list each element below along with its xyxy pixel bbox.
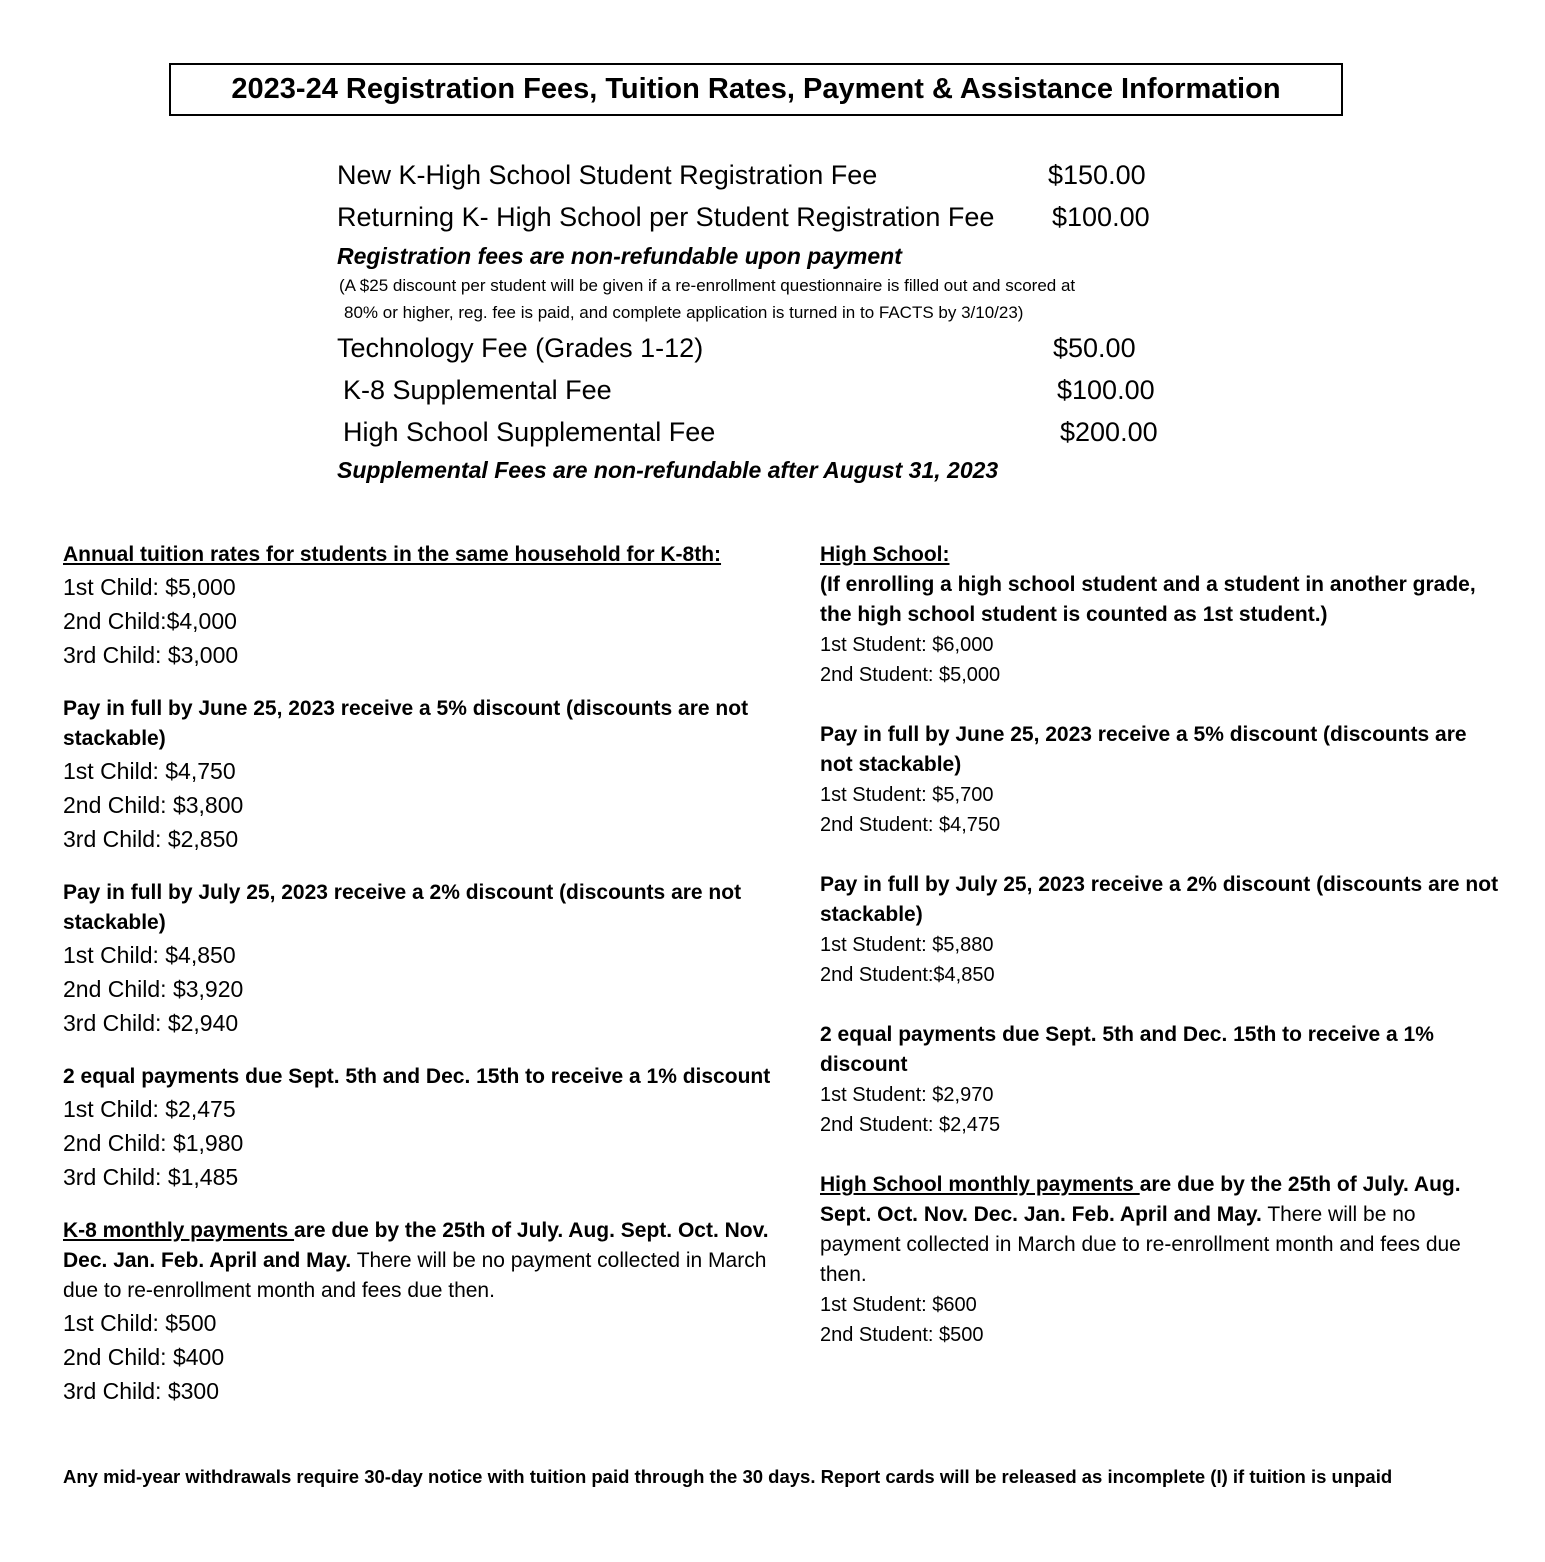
hs-supplemental-fee-amount: $200.00 <box>1060 417 1158 447</box>
k8-june-item: 1st Child: $4,750 <box>63 758 236 784</box>
hs-note: (If enrolling a high school student and a student in another grade, the high school student is counted as 1st student.) <box>820 573 1476 626</box>
hs-tuition-section <box>820 540 1500 1350</box>
hs-monthly-rest: There will be no payment collected in March due to re-enrollment month and fees due then. <box>820 1203 1461 1286</box>
k8-monthly-rest: There will be no payment collected in March due to re-enrollment month and fees due then. <box>63 1249 767 1302</box>
hs-monthly-item: 2nd Student: $500 <box>820 1324 984 1346</box>
k8-june-heading: Pay in full by June 25, 2023 receive a 5% discount (discounts are not stackable) <box>63 697 749 750</box>
title-box <box>169 63 1343 116</box>
k8-monthly-paragraph <box>63 1216 783 1306</box>
k8-annual-heading: Annual tuition rates for students in the same household for K-8th: <box>63 543 722 566</box>
hs-two-payments-item: 1st Student: $2,970 <box>820 1084 994 1106</box>
hs-june-item: 1st Student: $5,700 <box>820 784 994 806</box>
page-title: 2023-24 Registration Fees, Tuition Rates, Payment & Assistance Information <box>231 73 1281 105</box>
hs-july-item: 1st Student: $5,880 <box>820 934 994 956</box>
technology-fee-amount: $50.00 <box>1053 333 1136 363</box>
technology-fee-label: Technology Fee (Grades 1-12) <box>337 333 704 363</box>
hs-july-item: 2nd Student:$4,850 <box>820 964 995 986</box>
k8-july-item: 1st Child: $4,850 <box>63 942 236 968</box>
new-registration-fee-label: New K-High School Student Registration Fee <box>337 160 878 190</box>
k8-july-item: 2nd Child: $3,920 <box>63 976 244 1002</box>
returning-registration-fee-label: Returning K- High School per Student Registration Fee <box>337 202 995 232</box>
k8-annual-item: 2nd Child:$4,000 <box>63 608 237 634</box>
k8-monthly-item: 3rd Child: $300 <box>63 1378 219 1404</box>
k8-monthly-item: 1st Child: $500 <box>63 1310 217 1336</box>
hs-monthly-label: High School monthly payments <box>820 1173 1140 1196</box>
k8-two-payments-item: 3rd Child: $1,485 <box>63 1164 239 1190</box>
k8-july-heading: Pay in full by July 25, 2023 receive a 2% discount (discounts are not stackable) <box>63 881 742 934</box>
k8-monthly-label: K-8 monthly payments <box>63 1219 295 1242</box>
hs-july-heading: Pay in full by July 25, 2023 receive a 2% discount (discounts are not stackable) <box>820 873 1499 926</box>
k8-supplemental-fee-label: K-8 Supplemental Fee <box>343 375 612 405</box>
hs-june-heading: Pay in full by June 25, 2023 receive a 5% discount (discounts are not stackable) <box>820 723 1467 776</box>
hs-monthly-paragraph <box>820 1170 1500 1290</box>
k8-two-payments-item: 2nd Child: $1,980 <box>63 1130 244 1156</box>
k8-june-item: 2nd Child: $3,800 <box>63 792 244 818</box>
hs-annual-item: 1st Student: $6,000 <box>820 634 994 656</box>
hs-annual-item: 2nd Student: $5,000 <box>820 664 1001 686</box>
k8-monthly-due: are due by the 25th of July. Aug. Sept. Oct. Nov. Dec. Jan. Feb. April and May. <box>63 1219 769 1272</box>
discount-note-line-1: (A $25 discount per student will be given if a re-enrollment questionnaire is filled out and scored at <box>339 276 1076 295</box>
hs-two-payments-item: 2nd Student: $2,475 <box>820 1114 1001 1136</box>
k8-annual-item: 1st Child: $5,000 <box>63 574 236 600</box>
supplemental-nonrefundable-note: Supplemental Fees are non-refundable after August 31, 2023 <box>337 457 999 483</box>
k8-tuition-section <box>63 540 783 1408</box>
discount-note-line-2: 80% or higher, reg. fee is paid, and complete application is turned in to FACTS by 3/10/23) <box>344 303 1024 322</box>
hs-monthly-item: 1st Student: $600 <box>820 1294 977 1316</box>
new-registration-fee-amount: $150.00 <box>1048 160 1146 190</box>
k8-monthly-item: 2nd Child: $400 <box>63 1344 225 1370</box>
k8-two-payments-heading: 2 equal payments due Sept. 5th and Dec. 15th to receive a 1% discount <box>63 1065 771 1088</box>
hs-supplemental-fee-label: High School Supplemental Fee <box>343 417 716 447</box>
registration-nonrefundable-note: Registration fees are non-refundable upon payment <box>337 243 902 269</box>
k8-two-payments-item: 1st Child: $2,475 <box>63 1096 236 1122</box>
hs-monthly-due: are due by the 25th of July. Aug. Sept. Oct. Nov. Dec. Jan. Feb. April and May. <box>820 1173 1461 1226</box>
k8-july-item: 3rd Child: $2,940 <box>63 1010 239 1036</box>
k8-annual-item: 3rd Child: $3,000 <box>63 642 239 668</box>
k8-june-item: 3rd Child: $2,850 <box>63 826 239 852</box>
hs-two-payments-heading: 2 equal payments due Sept. 5th and Dec. 15th to receive a 1% discount <box>820 1023 1434 1076</box>
hs-june-item: 2nd Student: $4,750 <box>820 814 1001 836</box>
k8-supplemental-fee-amount: $100.00 <box>1057 375 1155 405</box>
returning-registration-fee-amount: $100.00 <box>1052 202 1150 232</box>
withdrawal-footer-note: Any mid-year withdrawals require 30-day notice with tuition paid through the 30 days. Report cards will be released as incomplete (I) if tuition is unpaid <box>63 1466 1393 1487</box>
hs-heading: High School: <box>820 543 950 566</box>
